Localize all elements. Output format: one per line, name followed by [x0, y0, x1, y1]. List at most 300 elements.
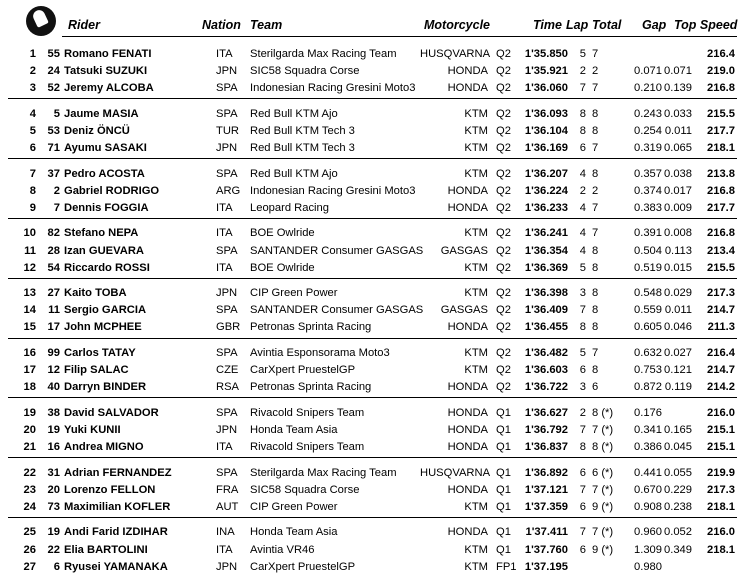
cell-gap: 0.632: [634, 347, 662, 359]
cell-pos: 20: [23, 423, 36, 436]
cell-team: Petronas Sprinta Racing: [250, 381, 372, 394]
cell-pos: 2: [29, 65, 36, 78]
cell-name: Izan GUEVARA: [64, 244, 144, 257]
group-separator: [8, 158, 737, 159]
header-rider: Rider: [68, 18, 100, 32]
cell-gap: 0.960: [634, 526, 662, 539]
cell-moto: KTM: [464, 167, 488, 180]
cell-nation: ITA: [216, 48, 233, 60]
cell-diff: 0.045: [664, 441, 692, 453]
cell-speed: 219.0: [707, 65, 735, 78]
cell-team: Indonesian Racing Gresini Moto3: [250, 82, 416, 95]
cell-speed: 217.7: [707, 201, 735, 214]
cell-pos: 15: [23, 321, 36, 334]
cell-total: 2: [592, 184, 599, 197]
cell-moto: KTM: [464, 347, 488, 359]
cell-moto: HONDA: [447, 406, 488, 419]
cell-team: CIP Green Power: [250, 500, 338, 513]
cell-pos: 13: [23, 287, 36, 300]
cell-moto: GASGAS: [440, 244, 488, 257]
cell-diff: 0.046: [664, 321, 692, 334]
cell-team: SIC58 Squadra Corse: [250, 65, 360, 78]
cell-pos: 27: [23, 560, 36, 573]
cell-num: 19: [47, 423, 60, 436]
cell-time: 1'37.760: [524, 543, 568, 556]
cell-diff: 0.238: [664, 500, 692, 513]
cell-speed: 219.9: [707, 466, 735, 479]
table-row: [0, 482, 745, 499]
cell-name: Adrian FERNANDEZ: [64, 466, 172, 479]
cell-speed: 215.5: [707, 261, 735, 274]
cell-num: 31: [47, 466, 60, 479]
cell-gap: 0.519: [634, 261, 662, 274]
cell-total: 6 (*): [592, 466, 614, 479]
table-row: [0, 200, 745, 217]
cell-gap: 0.319: [634, 142, 662, 154]
cell-nation: ITA: [216, 227, 233, 240]
cell-gap: 1.309: [634, 543, 662, 556]
cell-team: Red Bull KTM Tech 3: [250, 142, 355, 154]
cell-speed: 215.5: [707, 107, 735, 120]
cell-diff: 0.011: [664, 304, 692, 317]
cell-num: 53: [47, 124, 60, 137]
cell-moto: KTM: [464, 261, 488, 274]
cell-diff: 0.055: [664, 466, 692, 479]
cell-speed: 217.3: [707, 287, 735, 300]
cell-team: CarXpert PruestelGP: [250, 560, 356, 573]
cell-diff: 0.027: [664, 347, 692, 359]
cell-total: 7: [592, 347, 599, 359]
cell-speed: 216.0: [707, 406, 735, 419]
group-separator: [8, 278, 737, 279]
group-separator: [8, 397, 737, 398]
table-row: [0, 123, 745, 140]
cell-team: Leopard Racing: [250, 201, 329, 214]
cell-diff: 0.121: [664, 364, 692, 377]
cell-num: 52: [47, 82, 60, 95]
cell-gap: 0.210: [634, 82, 662, 95]
cell-session: Q2: [496, 287, 511, 300]
cell-team: SANTANDER Consumer GASGAS: [250, 244, 424, 257]
cell-pos: 26: [23, 543, 36, 556]
cell-time: 1'35.921: [524, 65, 568, 78]
cell-speed: 215.1: [707, 423, 735, 436]
cell-nation: CZE: [216, 364, 239, 377]
cell-name: Elia BARTOLINI: [64, 543, 148, 556]
cell-time: 1'36.169: [524, 142, 568, 154]
group-separator: [8, 517, 737, 518]
cell-session: Q2: [496, 227, 511, 240]
cell-lap: 2: [579, 184, 586, 197]
cell-speed: 216.4: [707, 48, 735, 60]
cell-session: Q2: [496, 304, 511, 317]
table-row: [0, 542, 745, 559]
cell-pos: 12: [23, 261, 36, 274]
cell-time: 1'36.837: [524, 441, 568, 453]
cell-nation: JPN: [216, 142, 238, 154]
cell-moto: HONDA: [447, 381, 488, 394]
cell-speed: 217.7: [707, 124, 735, 137]
cell-total: 7: [592, 142, 599, 154]
cell-session: Q2: [496, 244, 511, 257]
cell-name: Romano FENATI: [64, 48, 152, 60]
header-gap: Gap: [642, 18, 667, 32]
cell-lap: 8: [579, 321, 586, 334]
cell-moto: HONDA: [447, 82, 488, 95]
cell-session: Q2: [496, 347, 511, 359]
cell-speed: 216.8: [707, 82, 735, 95]
cell-time: 1'36.060: [524, 82, 568, 95]
cell-lap: 6: [579, 543, 586, 556]
cell-nation: SPA: [216, 406, 238, 419]
cell-gap: 0.383: [634, 201, 662, 214]
cell-name: Gabriel RODRIGO: [64, 184, 160, 197]
cell-moto: HONDA: [447, 423, 488, 436]
cell-speed: 214.7: [707, 304, 735, 317]
cell-nation: SPA: [216, 466, 238, 479]
cell-session: Q2: [496, 48, 511, 60]
cell-gap: 0.357: [634, 167, 662, 180]
cell-total: 8: [592, 304, 599, 317]
cell-pos: 14: [23, 304, 36, 317]
cell-num: 38: [47, 406, 60, 419]
header-lap: Lap: [566, 18, 589, 32]
cell-pos: 17: [23, 364, 36, 377]
cell-pos: 1: [29, 48, 36, 60]
cell-team: Rivacold Snipers Team: [250, 406, 365, 419]
cell-pos: 18: [23, 381, 36, 394]
table-row: [0, 166, 745, 183]
cell-lap: 4: [579, 244, 586, 257]
cell-team: Red Bull KTM Ajo: [250, 167, 338, 180]
cell-name: Maximilian KOFLER: [64, 500, 171, 513]
cell-total: 8 (*): [592, 441, 614, 453]
table-row: [0, 243, 745, 260]
cell-diff: 0.008: [664, 227, 692, 240]
cell-num: 27: [47, 287, 60, 300]
table-row: [0, 524, 745, 541]
cell-time: 1'37.195: [524, 560, 568, 573]
cell-team: Honda Team Asia: [250, 423, 338, 436]
header-rule: [62, 36, 737, 37]
cell-diff: 0.165: [664, 423, 692, 436]
cell-moto: HUSQVARNA: [420, 48, 491, 60]
cell-name: Deniz ÖNCÜ: [64, 124, 130, 137]
cell-total: 7: [592, 227, 599, 240]
cell-session: Q1: [496, 466, 511, 479]
cell-session: Q2: [496, 184, 511, 197]
cell-name: Andi Farid IZDIHAR: [64, 526, 168, 539]
cell-pos: 8: [29, 184, 36, 197]
cell-session: Q2: [496, 65, 511, 78]
cell-name: Filip SALAC: [64, 364, 129, 377]
cell-total: 8: [592, 107, 599, 120]
cell-speed: 218.1: [707, 142, 735, 154]
table-row: [0, 439, 745, 456]
cell-diff: 0.113: [664, 244, 692, 257]
cell-lap: 5: [579, 261, 586, 274]
cell-gap: 0.254: [634, 124, 662, 137]
cell-moto: HONDA: [447, 441, 488, 453]
cell-name: Pedro ACOSTA: [64, 167, 145, 180]
cell-name: Tatsuki SUZUKI: [64, 65, 148, 78]
cell-gap: 0.341: [634, 423, 662, 436]
cell-diff: 0.015: [664, 261, 692, 274]
cell-team: BOE Owlride: [250, 227, 315, 240]
cell-time: 1'36.354: [524, 244, 568, 257]
cell-moto: HUSQVARNA: [420, 466, 491, 479]
cell-pos: 23: [23, 483, 36, 496]
cell-name: Sergio GARCIA: [64, 304, 147, 317]
cell-pos: 5: [29, 124, 36, 137]
cell-time: 1'36.792: [524, 423, 568, 436]
cell-time: 1'36.093: [524, 107, 568, 120]
cell-diff: 0.033: [664, 107, 692, 120]
cell-nation: ITA: [216, 261, 233, 274]
cell-lap: 6: [579, 500, 586, 513]
cell-diff: 0.065: [664, 142, 692, 154]
cell-gap: 0.504: [634, 244, 662, 257]
cell-total: 9 (*): [592, 543, 614, 556]
cell-session: Q2: [496, 82, 511, 95]
cell-session: Q1: [496, 526, 511, 539]
cell-pos: 24: [23, 500, 36, 513]
cell-lap: 6: [579, 466, 586, 479]
cell-team: Petronas Sprinta Racing: [250, 321, 372, 334]
cell-time: 1'35.850: [524, 48, 568, 60]
cell-name: Carlos TATAY: [64, 347, 136, 359]
table-row: [0, 260, 745, 277]
cell-name: Stefano NEPA: [64, 227, 139, 240]
cell-moto: KTM: [464, 287, 488, 300]
cell-nation: JPN: [216, 287, 238, 300]
cell-moto: HONDA: [447, 184, 488, 197]
cell-gap: 0.548: [634, 287, 662, 300]
cell-gap: 0.605: [634, 321, 662, 334]
cell-moto: HONDA: [447, 321, 488, 334]
cell-name: Kaito TOBA: [64, 287, 127, 300]
cell-nation: ITA: [216, 441, 233, 453]
cell-num: 20: [47, 483, 60, 496]
cell-gap: 0.386: [634, 441, 662, 453]
cell-lap: 7: [579, 82, 586, 95]
cell-nation: TUR: [216, 124, 239, 137]
cell-num: 19: [47, 526, 60, 539]
cell-num: 16: [47, 441, 60, 453]
header-top-speed: Top Speed: [674, 18, 738, 32]
cell-total: 6: [592, 381, 599, 394]
cell-lap: 3: [579, 287, 586, 300]
cell-moto: KTM: [464, 107, 488, 120]
cell-moto: KTM: [464, 142, 488, 154]
cell-nation: SPA: [216, 304, 238, 317]
cell-nation: SPA: [216, 167, 238, 180]
cell-gap: 0.559: [634, 304, 662, 317]
cell-time: 1'36.224: [524, 184, 568, 197]
cell-session: Q1: [496, 483, 511, 496]
cell-pos: 25: [23, 526, 36, 539]
cell-session: Q1: [496, 543, 511, 556]
cell-lap: 6: [579, 364, 586, 377]
cell-total: 7 (*): [592, 526, 614, 539]
cell-total: 7: [592, 201, 599, 214]
cell-nation: AUT: [216, 500, 239, 513]
cell-diff: 0.052: [664, 526, 692, 539]
cell-team: CIP Green Power: [250, 287, 338, 300]
cell-session: Q2: [496, 107, 511, 120]
cell-diff: 0.038: [664, 167, 692, 180]
cell-pos: 6: [29, 142, 36, 154]
cell-lap: 8: [579, 107, 586, 120]
cell-time: 1'36.398: [524, 287, 568, 300]
cell-time: 1'36.409: [524, 304, 568, 317]
cell-num: 54: [47, 261, 60, 274]
table-row: [0, 183, 745, 200]
group-separator: [8, 218, 737, 219]
cell-team: SIC58 Squadra Corse: [250, 483, 360, 496]
cell-lap: 8: [579, 124, 586, 137]
table-row: [0, 362, 745, 379]
cell-lap: 4: [579, 227, 586, 240]
cell-diff: 0.017: [664, 184, 692, 197]
cell-team: Honda Team Asia: [250, 526, 338, 539]
cell-num: 12: [47, 364, 60, 377]
cell-nation: SPA: [216, 82, 238, 95]
cell-time: 1'37.411: [525, 526, 568, 539]
cell-diff: 0.139: [664, 82, 692, 95]
cell-gap: 0.670: [634, 483, 662, 496]
cell-session: Q2: [496, 124, 511, 137]
cell-session: FP1: [496, 560, 517, 573]
cell-num: 6: [53, 560, 60, 573]
cell-moto: HONDA: [447, 526, 488, 539]
cell-lap: 3: [579, 381, 586, 394]
cell-moto: HONDA: [447, 201, 488, 214]
cell-time: 1'36.603: [524, 364, 568, 377]
cell-num: 17: [47, 321, 60, 334]
cell-total: 8: [592, 364, 599, 377]
cell-speed: 216.0: [707, 526, 735, 539]
header-time: Time: [533, 18, 562, 32]
cell-session: Q2: [496, 167, 511, 180]
cell-team: SANTANDER Consumer GASGAS: [250, 304, 424, 317]
cell-total: 8: [592, 287, 599, 300]
cell-speed: 211.3: [707, 321, 735, 334]
cell-gap: 0.071: [634, 65, 662, 78]
cell-speed: 213.4: [707, 244, 735, 257]
cell-name: Andrea MIGNO: [64, 441, 144, 453]
table-row: [0, 285, 745, 302]
table-row: [0, 465, 745, 482]
cell-total: 7 (*): [592, 423, 614, 436]
cell-name: Riccardo ROSSI: [64, 261, 150, 274]
cell-name: Jeremy ALCOBA: [64, 82, 154, 95]
cell-num: 7: [53, 201, 60, 214]
cell-session: Q2: [496, 201, 511, 214]
cell-total: 8: [592, 321, 599, 334]
cell-team: CarXpert PruestelGP: [250, 364, 356, 377]
cell-time: 1'36.369: [524, 261, 568, 274]
cell-speed: 218.1: [707, 543, 735, 556]
cell-total: 8: [592, 244, 599, 257]
cell-lap: 7: [579, 526, 586, 539]
cell-moto: HONDA: [447, 65, 488, 78]
cell-speed: 214.2: [707, 381, 735, 394]
table-row: [0, 319, 745, 336]
cell-team: BOE Owlride: [250, 261, 315, 274]
cell-lap: 7: [579, 483, 586, 496]
table-row: [0, 80, 745, 97]
cell-session: Q1: [496, 441, 511, 453]
cell-moto: KTM: [464, 500, 488, 513]
cell-diff: 0.229: [664, 483, 692, 496]
table-row: [0, 379, 745, 396]
table-row: [0, 302, 745, 319]
cell-speed: 215.1: [707, 441, 735, 453]
cell-moto: KTM: [464, 560, 488, 573]
cell-gap: 0.980: [634, 560, 662, 573]
cell-team: Red Bull KTM Ajo: [250, 107, 338, 120]
cell-total: 8: [592, 167, 599, 180]
cell-moto: HONDA: [447, 483, 488, 496]
cell-moto: KTM: [464, 124, 488, 137]
cell-pos: 11: [24, 244, 36, 257]
cell-num: 73: [47, 500, 60, 513]
cell-lap: 4: [579, 167, 586, 180]
cell-nation: SPA: [216, 107, 238, 120]
cell-diff: 0.071: [664, 65, 692, 78]
cell-name: Dennis FOGGIA: [64, 201, 149, 214]
table-row: [0, 140, 745, 157]
cell-name: John MCPHEE: [64, 321, 142, 334]
cell-lap: 7: [579, 304, 586, 317]
cell-lap: 5: [579, 347, 586, 359]
cell-lap: 8: [579, 441, 586, 453]
header-motorcycle: Motorcycle: [424, 18, 490, 32]
cell-team: Rivacold Snipers Team: [250, 441, 365, 453]
cell-speed: 216.8: [707, 184, 735, 197]
header-nation: Nation: [202, 18, 241, 32]
cell-speed: 218.1: [707, 500, 735, 513]
cell-gap: 0.753: [634, 364, 662, 377]
cell-name: Ryusei YAMANAKA: [64, 560, 168, 573]
cell-num: 99: [47, 347, 60, 359]
cell-name: Jaume MASIA: [64, 107, 139, 120]
cell-session: Q1: [496, 423, 511, 436]
cell-gap: 0.908: [634, 500, 662, 513]
group-separator: [8, 457, 737, 458]
cell-nation: JPN: [216, 560, 238, 573]
table-row: [0, 345, 745, 362]
header-team: Team: [250, 18, 283, 32]
cell-time: 1'36.455: [524, 321, 568, 334]
cell-total: 8: [592, 124, 599, 137]
cell-time: 1'36.233: [524, 201, 568, 214]
cell-session: Q2: [496, 261, 511, 274]
cell-diff: 0.119: [664, 381, 692, 394]
cell-lap: 2: [579, 65, 586, 78]
cell-team: Indonesian Racing Gresini Moto3: [250, 184, 416, 197]
cell-num: 24: [47, 65, 60, 78]
cell-time: 1'36.104: [524, 124, 568, 137]
cell-lap: 7: [579, 423, 586, 436]
cell-team: Avintia VR46: [250, 543, 315, 556]
cell-speed: 217.3: [707, 483, 735, 496]
cell-gap: 0.176: [634, 406, 662, 419]
cell-time: 1'37.121: [524, 483, 568, 496]
cell-name: Ayumu SASAKI: [64, 142, 147, 154]
cell-moto: KTM: [464, 543, 488, 556]
